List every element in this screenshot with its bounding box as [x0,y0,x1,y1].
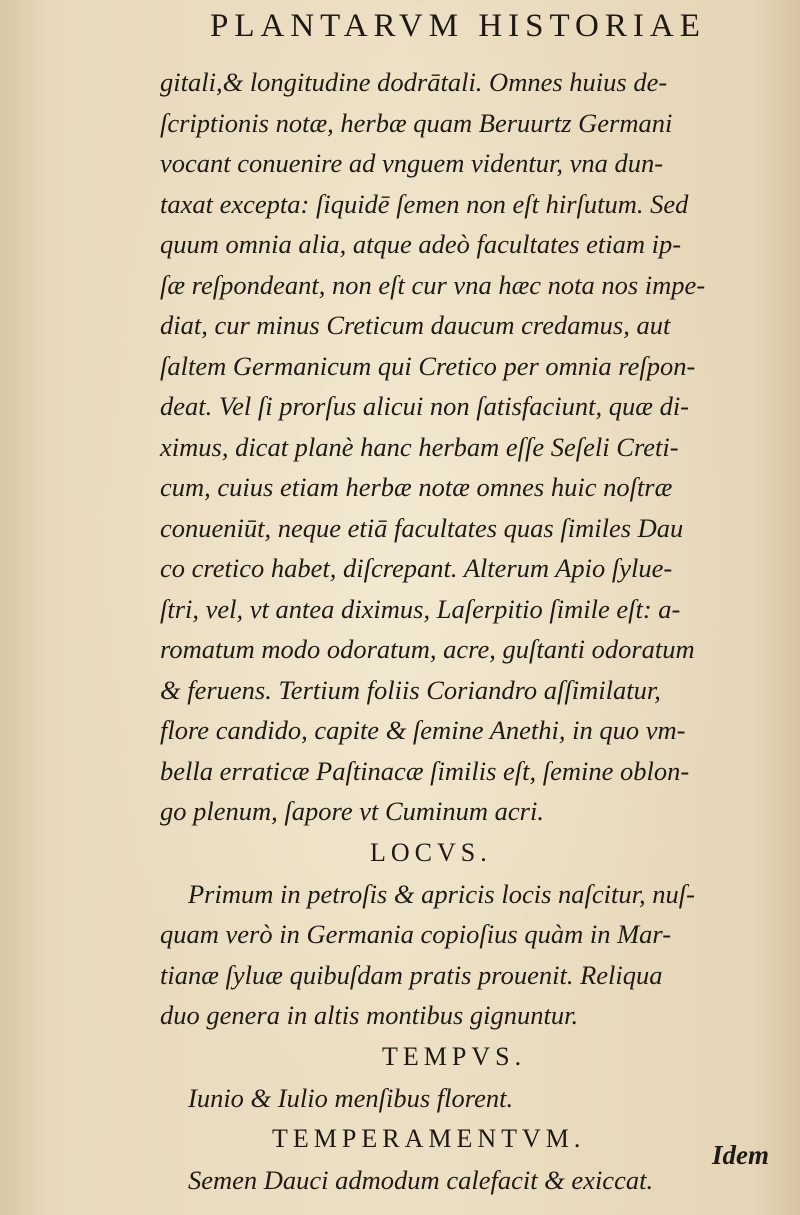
paragraph-temperamentum [160,1160,790,1201]
text-line: ſaltem Germanicum qui Cretico per omnia reſpon- [160,350,696,381]
text-line: Semen Dauci admodum calefacit & exiccat. [188,1165,654,1195]
text-line: romatum modo odoratum, acre, guſtanti odoratum [160,634,695,664]
text-line: gitali,& longitudine dodrātali. Omnes huius de- [160,67,668,97]
catchword: Idem [712,1140,769,1170]
text-line: deat. Vel ſi prorſus alicui non ſatisfaciunt, quæ di- [160,391,690,421]
running-head: PLANTARVM HISTORIAE [210,8,706,44]
text-line: diat, cur minus Creticum daucum credamus, aut [160,310,671,340]
section-heading-locus: LOCVS. [370,837,492,867]
section-heading-tempus: TEMPVS. [382,1041,527,1071]
section-heading-temperamentum: TEMPERAMENTVM. [272,1124,586,1153]
text-line: go plenum, ſapore vt Cuminum acri. [160,796,544,826]
text-line: cum, cuius etiam herbæ notæ omnes huic noſtræ [160,472,673,502]
text-line: Iunio & Iulio menſibus florent. [188,1082,514,1113]
text-line: & feruens. Tertium foliis Coriandro aſſimilatur, [160,674,661,705]
text-line: ſcriptionis notæ, herbæ quam Beruurtz Germani [160,107,673,138]
paragraph-description [160,62,790,832]
text-line: quam verò in Germania copioſius quàm in Mar- [160,919,672,949]
text-line: ſtri, vel, vt antea diximus, Laſerpitio ſimile eſt: a- [160,593,681,624]
text-line: taxat excepta: ſiquidē ſemen non eſt hirſutum. Sed [160,188,689,219]
text-line: conueniūt, neque etiā facultates quas ſimiles Dau [160,512,684,543]
text-line: quum omnia alia, atque adeò facultates etiam ip- [160,229,682,259]
text-line: flore candido, capite & ſemine Anethi, in quo vm- [160,715,686,745]
text-line: co cretico habet, diſcrepant. Alterum Apio ſylue- [160,553,673,583]
text-block [160,62,790,1201]
text-line: duo genera in altis montibus gignuntur. [160,1000,579,1030]
text-line: ximus, dicat planè hanc herbam eſſe Seſeli Creti- [160,431,679,462]
paragraph-locus [160,874,790,1036]
text-line: bella erraticæ Paſtinacæ ſimilis eſt, ſemine oblon- [160,755,690,786]
text-line: Primum in petroſis & apricis locis naſcitur, nuſ- [188,878,695,909]
text-line: tianæ ſyluæ quibuſdam pratis prouenit. Reliqua [160,959,663,990]
paragraph-tempus [160,1078,790,1119]
text-line: vocant conuenire ad vnguem videntur, vna dun- [160,148,664,178]
text-line: ſæ reſpondeant, non eſt cur vna hæc nota nos impe- [160,269,706,300]
